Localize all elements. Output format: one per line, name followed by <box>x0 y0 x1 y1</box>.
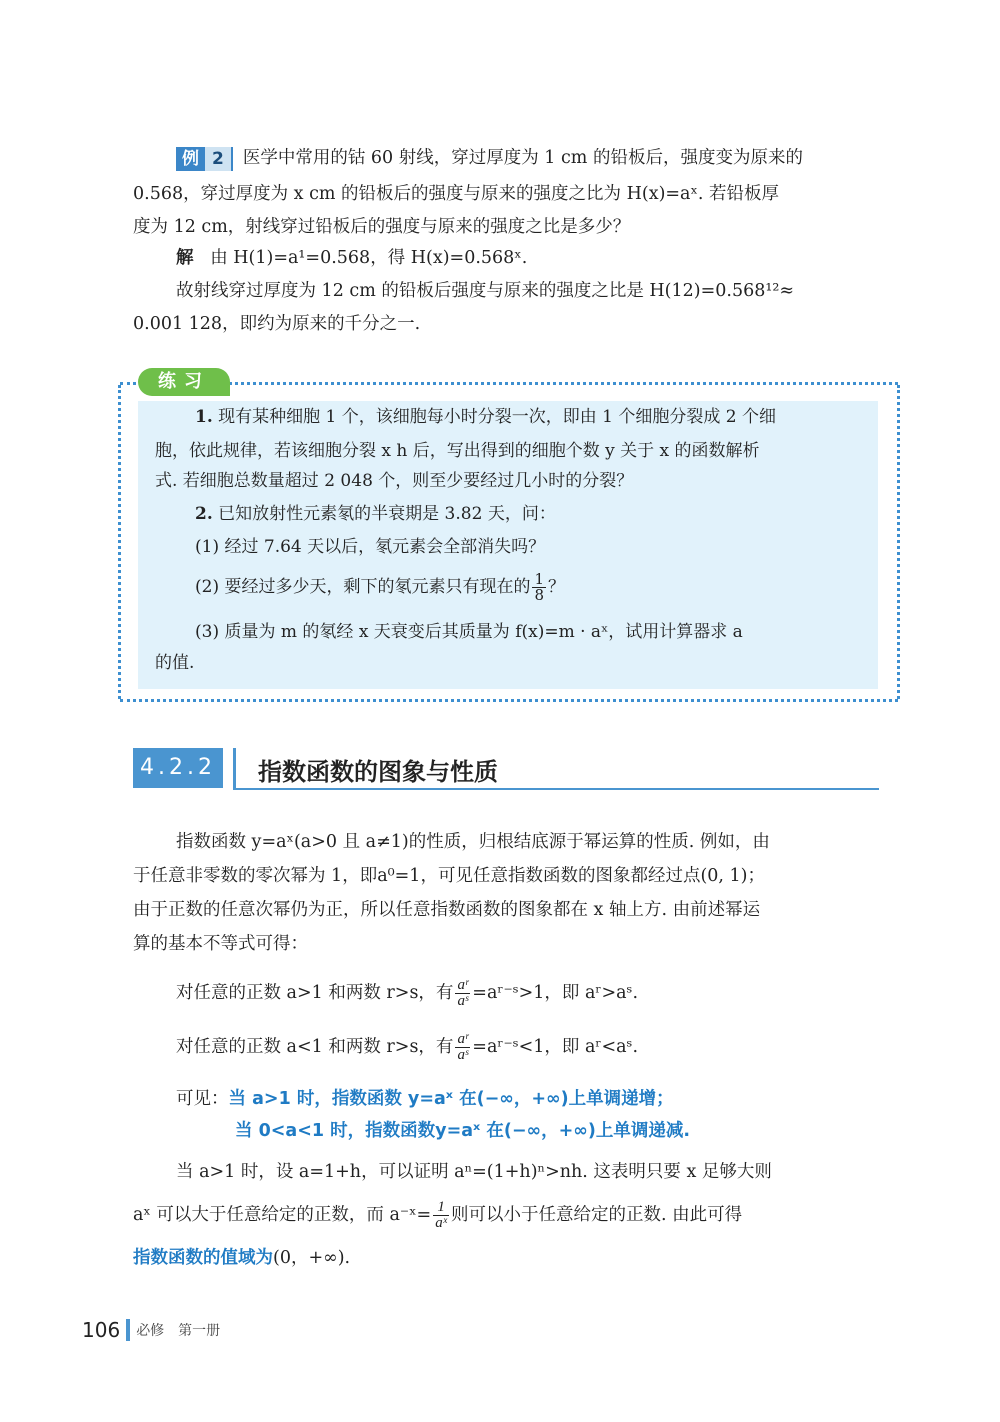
range-highlight: 指数函数的值域为 <box>133 1248 273 1268</box>
example-line-3: 度为 12 cm，射线穿过铅板后的强度与原来的强度之比是多少？ <box>133 217 631 237</box>
practice-2-line-1 <box>195 500 556 528</box>
example-text-1: 医学中常用的钴 60 射线，穿过厚度为 1 cm 的铅板后，强度变为原来的 <box>242 148 803 168</box>
range-value: (0，+∞). <box>273 1248 351 1268</box>
para2-line-1: 当 a>1 时，设 a=1+h，可以证明 aⁿ=(1+h)ⁿ>nh. 这表明只要 x 足够大则 <box>176 1162 772 1182</box>
para2-line-2-pre: aˣ 可以大于任意给定的正数，而 a⁻ˣ= <box>133 1205 432 1225</box>
example-conclusion-2: 0.001 128，即约为原来的千分之一. <box>133 314 421 334</box>
practice-2-text-1: 已知放射性元素氡的半衰期是 3.82 天，问： <box>218 504 556 524</box>
practice-2-q1: (1) 经过 7.64 天以后，氡元素会全部消失吗？ <box>195 537 546 557</box>
conclusion-label: 可见： <box>176 1089 229 1109</box>
practice-1-line-3: 式. 若细胞总数量超过 2 048 个，则至少要经过几小时的分裂？ <box>155 471 634 491</box>
example-conclusion-1: 故射线穿过厚度为 12 cm 的铅板后强度与原来的强度之比是 H(12)=0.568¹²≈ <box>176 281 795 301</box>
example-line-1 <box>176 144 803 172</box>
conclusion-increasing: 当 a>1 时，指数函数 y=aˣ 在(−∞，+∞)上单调递增； <box>228 1089 674 1109</box>
inequality-1-post: =aʳ⁻ˢ>1，即 aʳ>aˢ. <box>472 983 639 1003</box>
fraction-numerator: 1 <box>433 1200 449 1216</box>
inequality-2 <box>176 1032 638 1063</box>
practice-tab: 练习 <box>138 368 230 396</box>
inequality-2-post: =aʳ⁻ˢ<1，即 aʳ<aˢ. <box>472 1037 639 1057</box>
inequality-2-pre: 对任意的正数 a<1 和两数 r>s，有 <box>176 1037 454 1057</box>
para2-line-3 <box>133 1244 350 1272</box>
solution-line <box>176 244 527 272</box>
inequality-1 <box>176 978 638 1009</box>
conclusion-line-1 <box>176 1085 674 1113</box>
practice-2-q2-end: ？ <box>548 577 566 597</box>
practice-2-q2 <box>195 572 565 603</box>
practice-1-line-2: 胞，依此规律，若该细胞分裂 x h 后，写出得到的细胞个数 y 关于 x 的函数解析 <box>155 441 760 461</box>
practice-1-number: 1. <box>195 407 213 427</box>
practice-2-q3-line-1: (3) 质量为 m 的氡经 x 天衰变后其质量为 f(x)=m · aˣ，试用计算器求 a <box>195 622 743 642</box>
inequality-1-pre: 对任意的正数 a>1 和两数 r>s，有 <box>176 983 454 1003</box>
fraction-denominator: aˢ <box>457 993 469 1009</box>
para2-line-2-post: 则可以小于任意给定的正数. 由此可得 <box>450 1205 743 1225</box>
inequality-2-fraction <box>455 1032 470 1063</box>
book-title: 必修 第一册 <box>136 1323 221 1339</box>
example-badge-label: 例 <box>176 147 205 171</box>
reciprocal-fraction <box>433 1200 449 1231</box>
fraction-denominator: aˣ <box>435 1215 447 1231</box>
practice-2-number: 2. <box>195 504 213 524</box>
para1-line-2: 于任意非零数的零次幂为 1，即a⁰=1，可见任意指数函数的图象都经过点(0, 1)； <box>133 866 765 886</box>
section-divider <box>233 748 236 790</box>
para1-line-1: 指数函数 y=aˣ(a>0 且 a≠1)的性质，归根结底源于幂运算的性质. 例如，由 <box>176 832 770 852</box>
para2-line-2 <box>133 1200 742 1231</box>
fraction-denominator: aˢ <box>457 1047 469 1063</box>
section-number: 4.2.2 <box>133 748 223 788</box>
solution-label: 解 <box>176 248 194 268</box>
example-badge-number: 2 <box>205 147 233 171</box>
page-number: 106 <box>82 1318 121 1342</box>
practice-1-line-1 <box>195 403 776 431</box>
practice-1-text-1: 现有某种细胞 1 个，该细胞每小时分裂一次，即由 1 个细胞分裂成 2 个细 <box>218 407 777 427</box>
example-line-2: 0.568，穿过厚度为 x cm 的铅板后的强度与原来的强度之比为 H(x)=aˣ. 若铅板厚 <box>133 184 780 204</box>
section-underline <box>233 788 879 790</box>
practice-2-q2-text: (2) 要经过多少天，剩下的氡元素只有现在的 <box>195 577 531 597</box>
para1-line-3: 由于正数的任意次幂仍为正，所以任意指数函数的图象都在 x 轴上方. 由前述幂运 <box>133 900 761 920</box>
solution-text: 由 H(1)=a¹=0.568，得 H(x)=0.568ˣ. <box>210 248 528 268</box>
fraction-numerator: 1 <box>534 570 545 588</box>
one-eighth-fraction <box>532 572 546 603</box>
practice-2-q3-line-2: 的值. <box>155 653 195 673</box>
page-footer <box>82 1318 220 1342</box>
conclusion-line-2: 当 0<a<1 时，指数函数y=aˣ 在(−∞，+∞)上单调递减. <box>235 1121 690 1141</box>
fraction-numerator: aʳ <box>457 1031 469 1047</box>
footer-divider <box>126 1319 130 1341</box>
para1-line-4: 算的基本不等式可得： <box>133 934 308 954</box>
fraction-denominator: 8 <box>534 586 545 604</box>
example-badge <box>176 147 233 171</box>
section-title: 指数函数的图象与性质 <box>258 758 498 786</box>
fraction-numerator: aʳ <box>457 977 469 993</box>
inequality-1-fraction <box>455 978 470 1009</box>
